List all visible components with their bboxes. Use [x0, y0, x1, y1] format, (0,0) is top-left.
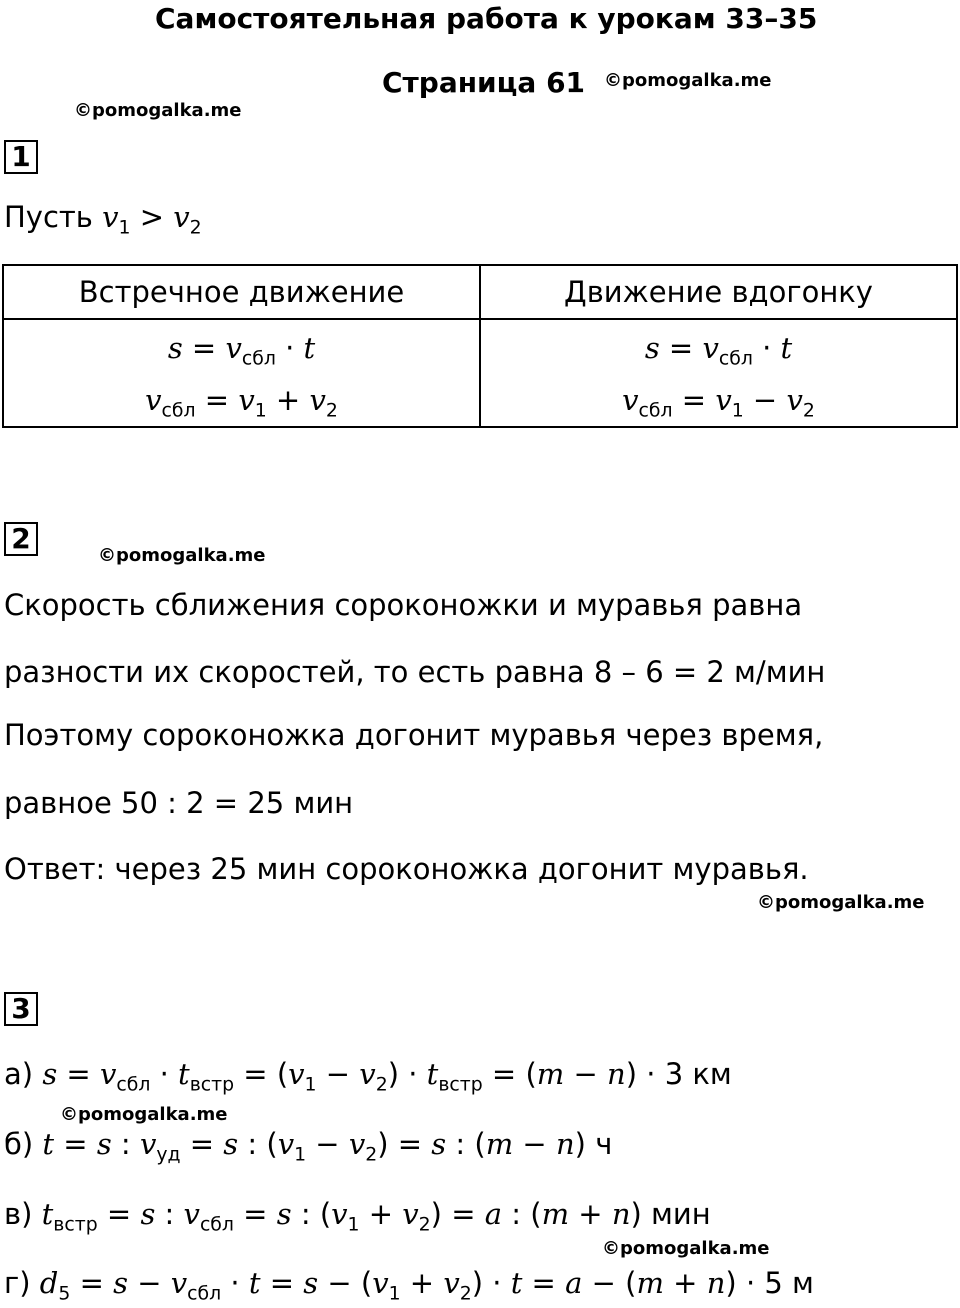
- table-header-oncoming: Встречное движение: [3, 265, 480, 319]
- watermark: ©pomogalka.me: [757, 892, 925, 913]
- task2-line: разности их скоростей, то есть равна 8 – 6 = 2 м/мин: [4, 655, 826, 689]
- task1-condition: [4, 200, 202, 239]
- task1-let-label: Пусть: [4, 200, 93, 234]
- formula-c: $t_{встр} = s$ : $v_{сбл} = s$ : $(v_1 + v_2) = a$ : (m + n): [41, 1197, 642, 1236]
- formula-a: $s = v_{сбл} \cdot t_{встр} = (v_1 - v_2) \cdot t_{встр} = (m - n)$: [42, 1057, 638, 1096]
- task-number-2: 2: [4, 522, 38, 556]
- task2-answer: Ответ: через 25 мин сороконожка догонит муравья.: [4, 852, 809, 886]
- task-number-1: 1: [4, 140, 38, 174]
- watermark: ©pomogalka.me: [98, 545, 266, 566]
- item-label: а): [4, 1057, 34, 1091]
- task-number-3: 3: [4, 992, 38, 1026]
- page-number: Страница 61: [382, 66, 586, 99]
- unit-a: · 3 км: [646, 1057, 732, 1091]
- item-label: г): [4, 1266, 31, 1300]
- task3-item-b: [4, 1127, 613, 1166]
- task3-item-c: [4, 1197, 711, 1236]
- watermark: ©pomogalka.me: [60, 1104, 228, 1125]
- table-header-pursuit: Движение вдогонку: [480, 265, 957, 319]
- item-label: б): [4, 1127, 34, 1161]
- task3-item-d: [4, 1266, 814, 1305]
- item-label: в): [4, 1197, 33, 1231]
- watermark: ©pomogalka.me: [602, 1238, 770, 1259]
- unit-c: мин: [651, 1197, 711, 1231]
- formula-closing-speed-sum: $v_{сбл} = v_1 + v_2$: [145, 383, 338, 422]
- task2-line: Поэтому сороконожка догонит муравья через время,: [4, 718, 824, 752]
- task1-inequality: $v_1 > v_2$: [102, 200, 202, 239]
- formula-closing-speed-diff: $v_{сбл} = v_1 - v_2$: [622, 383, 815, 422]
- formula-d: $d_5 = s - v_{сбл} \cdot t = s - (v_1 + v_2) \cdot t = a - (m + n)$: [39, 1266, 737, 1305]
- watermark: ©pomogalka.me: [604, 70, 772, 91]
- unit-b: ч: [595, 1127, 613, 1161]
- task2-line: равное 50 : 2 = 25 мин: [4, 786, 354, 820]
- formula-table: [2, 264, 958, 428]
- task2-line: Скорость сближения сороконожки и муравья равна: [4, 588, 803, 622]
- unit-d: · 5 м: [745, 1266, 814, 1300]
- oncoming-formulas: [3, 319, 480, 427]
- task3-item-a: [4, 1057, 732, 1096]
- page-title: Самостоятельная работа к урокам 33–35: [155, 2, 818, 35]
- formula-distance: $s = v_{сбл} \cdot t$: [644, 331, 793, 370]
- watermark: ©pomogalka.me: [74, 100, 242, 121]
- formula-b: t = s : $v_{уд} = s$ : $(v_1 - v_2) = s$ : (m − n): [42, 1127, 586, 1166]
- formula-distance: $s = v_{сбл} \cdot t$: [167, 331, 316, 370]
- pursuit-formulas: [480, 319, 957, 427]
